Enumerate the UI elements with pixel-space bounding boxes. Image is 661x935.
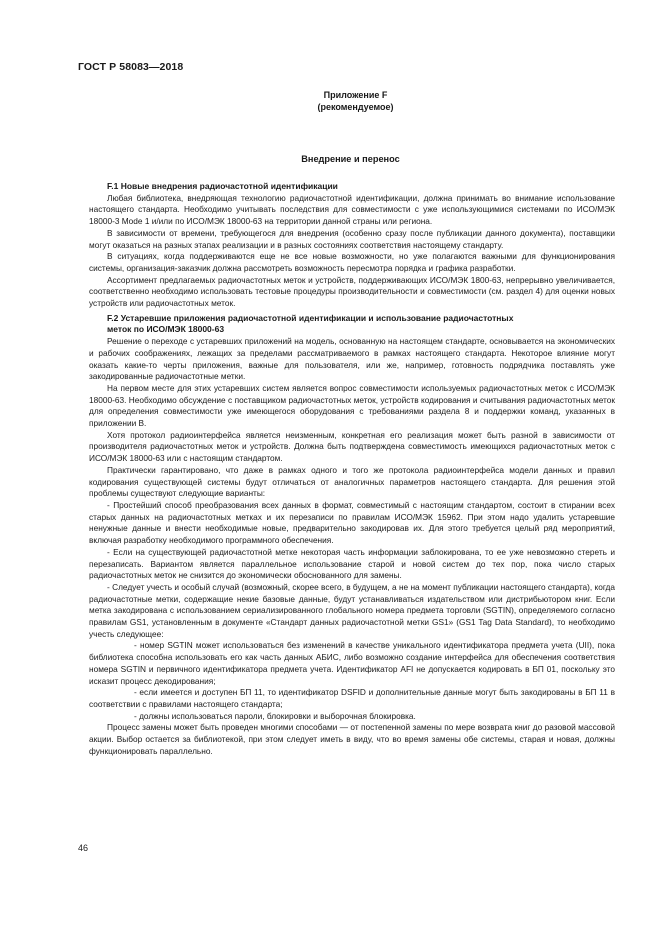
paragraph: На первом месте для этих устаревших систем является вопрос совместимости используемых радиочастотных меток с ИСО/МЭК 18000-63. Необходимо обсуждение с поставщиком радиочастотных меток, устройств кодирования и считывания радиочастотных меток для определения совместимости уже имеющегося оборудования с требованиями раздела 8 и поддержки команд, указанных в приложении В. [89,382,615,429]
subsection-heading-f1: F.1 Новые внедрения радиочастотной идентификации [107,181,338,191]
paragraph: В зависимости от времени, требующегося для внедрения (особенно сразу после публикации данного документа), поставщики могут оказаться на разных этапах реализации и в разных состояниях соответствия настоящему стандарту. [89,227,615,250]
section-title: Внедрение и перенос [301,154,400,164]
annex-subtitle: (рекомендуемое) [317,102,394,112]
annex-title: Приложение F [323,90,388,100]
list-item: - Следует учесть и особый случай (возможный, скорее всего, в будущем, а не на момент публикации настоящего стандарта), когда радиочастотные метки, содержащие некие базовые данные, будут устанавливаться издательством или дистрибьютором книг. Если метка закодирована с использованием сериализированного глобального номера предмета торговли (SGTIN), определяемого согласно правилам GS1, установленным в документе «Стандарт данных радиочастотной метки GS1» (GS1 Tag Data Standard), то необходимо учесть следующее: [89,581,615,639]
subsection-heading-f2-line1: F.2 Устаревшие приложения радиочастотной идентификации и использование радиочастотных [107,312,514,323]
subsection-heading-f2-line2: меток по ИСО/МЭК 18000-63 [107,324,225,335]
paragraph: Процесс замены может быть проведен многими способами — от постепенной замены по мере возврата книг до разовой массовой акции. Выбор остается за библиотекой, при этом следует иметь в виду, что во время замены обе системы, старая и новая, должны функционировать параллельно. [89,722,615,756]
subsection-heading-f2 [89,313,615,336]
document-body [89,181,615,757]
sub-list-item: - если имеется и доступен БП 11, то идентификатор DSFID и дополнительные данные могут быть закодированы в БП 11 в соответствии с правилами настоящего стандарта; [89,687,615,709]
paragraph: Решение о переходе с устаревших приложений на модель, основанную на настоящем стандарте, основывается на экономических и рабочих соображениях, лежащих за пределами рассматриваемого в рамках настоящего стандарта. Некоторое влияние могут оказать какие-то черты приложения, важные для пользователя, или же, например, готовность подрядчика поставлять уже закодированные радиочастотные метки. [89,336,615,382]
paragraph: Хотя протокол радиоинтерфейса является неизменным, конкретная его реализация может быть разной в зависимости от производителя радиочастотных меток и устройств. Должна быть подтверждена совместимость имеющихся радиочастотных меток с ИСО/МЭК 18000-63 или с настоящим стандартом. [89,429,615,464]
list-item: - Простейший способ преобразования всех данных в формат, совместимый с настоящим стандартом, состоит в стирании всех старых данных на радиочастотных метках и их перезаписи по правилам ИСО/МЭК 15962. При этом надо удалить устаревшие ненужные данные и внести необходимые новые, предварительно закодировав их. Для этого требуется целый ряд мероприятий, включая разработку необходимого программного обеспечения. [89,499,615,546]
sub-list-item: - должны использоваться пароли, блокировки и выборочная блокировка. [134,710,416,721]
paragraph: Любая библиотека, внедряющая технологию радиочастотной идентификации, должна принимать во внимание использование настоящего стандарта. Необходимо учитывать последствия для совместимости с уже использующимися системами по ИСО/МЭК 18000-3 Mode 1 и/или по ИСО/МЭК 18000-63 на территории данной страны или региона. [89,192,615,227]
paragraph: В ситуациях, когда поддерживаются еще не все новые возможности, но уже полагаются важными для функционирования системы, организация-заказчик должна рассмотреть возможность пересмотра порядка и графика разработки. [89,251,615,273]
annex-heading [0,89,661,113]
paragraph: Практически гарантировано, что даже в рамках одного и того же протокола радиоинтерфейса модели данных и правил кодирования существующей системы будут отличаться от аналогичных параметров настоящего стандарта. Для решения этой проблемы существуют следующие варианты: [89,464,615,499]
page-number: 46 [78,843,89,853]
list-item: - Если на существующей радиочастотной метке некоторая часть информации заблокирована, то ее уже невозможно стереть и перезаписать. Вариантом является параллельное использование старой и новой систем до тех пор, пока число старых радиочастотных меток не снизится до экономически обоснованного для замены. [89,546,615,581]
standard-code: ГОСТ Р 58083—2018 [78,61,184,73]
sub-list-item: - номер SGTIN может использоваться без изменений в качестве уникального идентификатора предмета учета (UII), пока библиотека способна использовать его как часть данных АБИС, либо возможно создание интерфейса для обеспечения соответствия номера SGTIN и первичного идентификатора предмета учета. Идентификатор AFI не допускается кодировать в БП 01, поскольку это исказит процесс декодирования; [89,640,615,686]
paragraph: Ассортимент предлагаемых радиочастотных меток и устройств, поддерживающих ИСО/МЭК 1800-63, непрерывно увеличивается, соответственно необходимо использовать тестовые процедуры производительности и совместимости (см. раздел 4) для оценки новых устройств или радиочастотных меток. [89,274,615,309]
